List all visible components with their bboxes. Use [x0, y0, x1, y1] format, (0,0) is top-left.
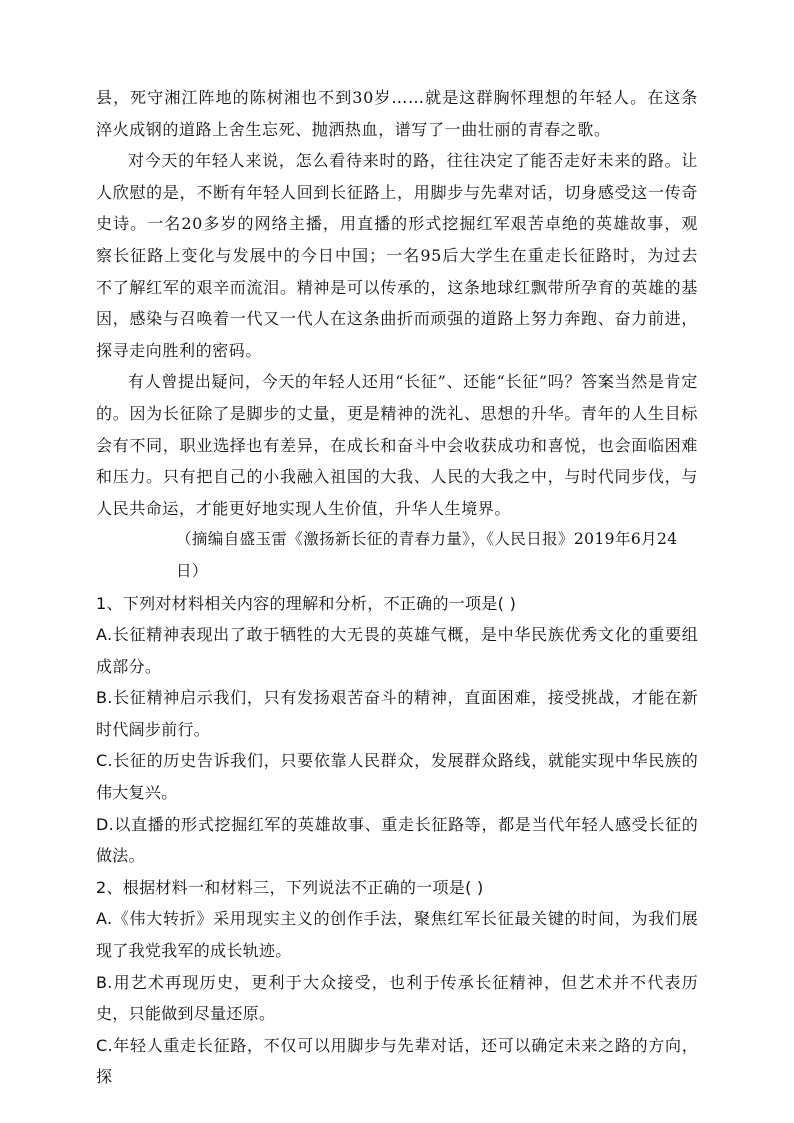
question-1-option-a: A.长征精神表现出了敢于牺牲的大无畏的英雄气概，是中华民族优秀文化的重要组成部分。 [96, 625, 698, 676]
question-2-option-a: A.《伟大转折》采用现实主义的创作手法，聚焦红军长征最关键的时间，为我们展现了我党我军的成长轨迹。 [96, 909, 698, 961]
article-paragraph-2: 对今天的年轻人来说，怎么看待来时的路，往往决定了能否走好未来的路。让人欣慰的是，不断有年轻人回到长征路上，用脚步与先辈对话，切身感受这一传奇史诗。一名20多岁的网络主播，用直播的形式挖掘红军艰苦卓绝的英雄故事，观察长征路上变化与发展中的今日中国；一名95后大学生在重走长征路时，为过去不了解红军的艰辛而流泪。精神是可以传承的，这条地球红飘带所孕育的英雄的基因，感染与召唤着一代又一代人在这条曲折而顽强的道路上努力奔跑、奋力前进，探寻走向胜利的密码。 [96, 151, 698, 360]
document-body [96, 82, 698, 1093]
question-1-option-b: B.长征精神启示我们，只有发扬艰苦奋斗的精神，直面困难，接受挑战，才能在新时代阔步前行。 [96, 688, 698, 739]
article-paragraph-1: 县，死守湘江阵地的陈树湘也不到30岁……就是这群胸怀理想的年轻人。在这条淬火成钢的道路上舍生忘死、抛洒热血，谱写了一曲壮丽的青春之歌。 [96, 88, 698, 139]
question-2-option-c: C.年轻人重走长征路，不仅可以用脚步与先辈对话，还可以确定未来之路的方向，探 [96, 1035, 698, 1087]
question-2 [96, 872, 698, 1093]
question-1-stem: 1、下列对材料相关内容的理解和分析，不正确的一项是( ) [96, 593, 517, 613]
question-2-option-b: B.用艺术再现历史，更利于大众接受，也利于传承长征精神，但艺术并不代表历史，只能做到尽量还原。 [96, 972, 698, 1024]
question-1-option-c: C.长征的历史告诉我们，只要依靠人民群众，发展群众路线，就能实现中华民族的伟大复兴。 [96, 751, 698, 803]
question-2-stem: 2、根据材料一和材料三，下列说法不正确的一项是( ) [96, 877, 484, 897]
question-1 [96, 588, 698, 872]
article-paragraph-3: 有人曾提出疑问，今天的年轻人还用“长征”、还能“长征”吗？答案当然是肯定的。因为长征除了是脚步的丈量，更是精神的洗礼、思想的升华。青年的人生目标会有不同，职业选择也有差异，在成长和奋斗中会收获成功和喜悦，也会面临困难和压力。只有把自己的小我融入祖国的大我、人民的大我之中，与时代同步伐，与人民共命运，才能更好地实现人生价值，升华人生境界。 [96, 372, 698, 518]
article-source-citation: （摘编自盛玉雷《激扬新长征的青春力量》，《人民日报》2019年6月24日） [176, 530, 678, 580]
question-1-option-d: D.以直播的形式挖掘红军的英雄故事、重走长征路等，都是当代年轻人感受长征的做法。 [96, 814, 698, 866]
